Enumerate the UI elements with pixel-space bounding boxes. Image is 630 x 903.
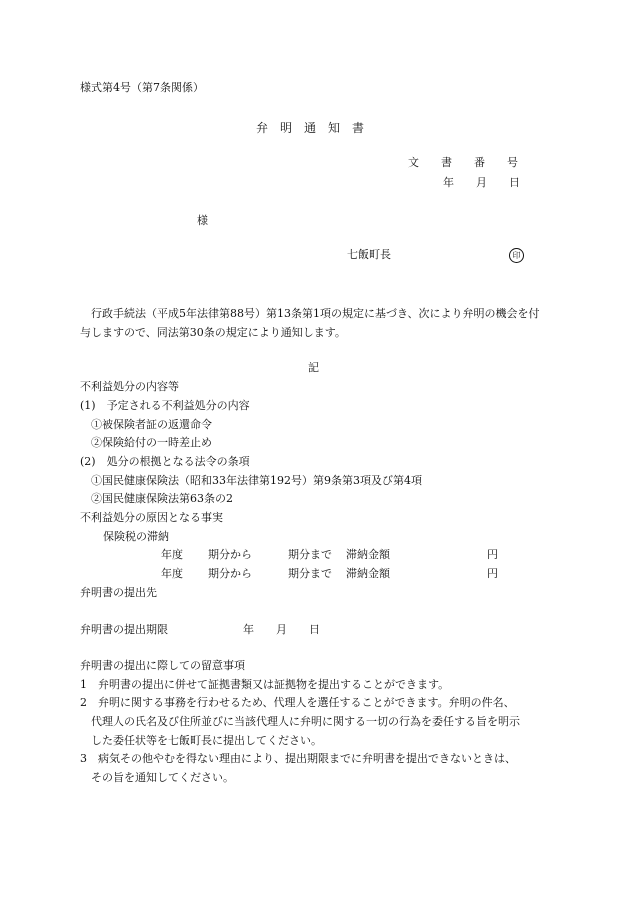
section1-item2-line-1: ①国民健康保険法（昭和33年法律第192号）第9条第3項及び第4項 [91,474,422,487]
submission-destination-label: 弁明書の提出先 [80,586,157,599]
arrears-amount-label: 滞納金額 [346,567,390,580]
note-line: 2 弁明に関する事務を行わせるため、代理人を選任することができます。弁明の件名、 [80,696,515,709]
note-line: 代理人の氏名及び住所並びに当該代理人に弁明に関する一切の行為を委任する旨を明示 [91,715,520,728]
arrears-year-label: 年度 [161,567,183,580]
note-line: 3 病気その他やむを得ない理由により、提出期限までに弁明書を提出できないときは、 [80,752,516,765]
note-line: した委任状等を七飯町長に提出してください。 [91,734,322,747]
note-line: 1 弁明書の提出に併せて証拠書類又は証拠物を提出することができます。 [80,678,450,691]
arrears-yen-label: 円 [487,567,498,580]
section2-heading: 不利益処分の原因となる事実 [80,511,223,524]
addressee-suffix: 様 [197,214,208,227]
arrears-yen-label: 円 [487,548,498,561]
section2-subheading: 保険税の滞納 [103,530,169,543]
ki-heading: 記 [308,361,319,374]
arrears-amount-label: 滞納金額 [346,548,390,561]
section1-item1-line-1: ①被保険者証の返還命令 [91,418,212,431]
date-label: 年 月 日 [443,176,520,189]
intro-line-1: 行政手続法（平成5年法律第88号）第13条第1項の規定に基づき、次により弁明の機会を付 [91,307,540,320]
note-line: その旨を通知してください。 [91,771,234,784]
arrears-from-label: 期分から [208,567,252,580]
issuer-name: 七飯町長 [347,248,391,261]
section1-item1-line-2: ②保険給付の一時差止め [91,436,212,449]
document-title: 弁 明 通 知 書 [256,121,365,135]
section1-item2-label: (2) 処分の根拠となる法令の条項 [80,455,250,468]
arrears-from-label: 期分から [208,548,252,561]
deadline-date: 年 月 日 [243,623,320,636]
arrears-to-label: 期分まで [288,548,332,561]
intro-line-2: 与しますので、同法第30条の規定により通知します。 [80,326,346,339]
notes-heading: 弁明書の提出に際しての留意事項 [80,659,245,672]
section1-item1-label: (1) 予定される不利益処分の内容 [80,399,250,412]
section1-heading: 不利益処分の内容等 [80,380,179,393]
arrears-year-label: 年度 [161,548,183,561]
form-label: 様式第4号（第7条関係） [80,81,204,94]
section1-item2-line-2: ②国民健康保険法第63条の2 [91,492,233,505]
deadline-label: 弁明書の提出期限 [80,623,168,636]
seal-stamp: 印 [509,248,524,263]
arrears-to-label: 期分まで [288,567,332,580]
document-number-label: 文 書 番 号 [408,156,518,169]
